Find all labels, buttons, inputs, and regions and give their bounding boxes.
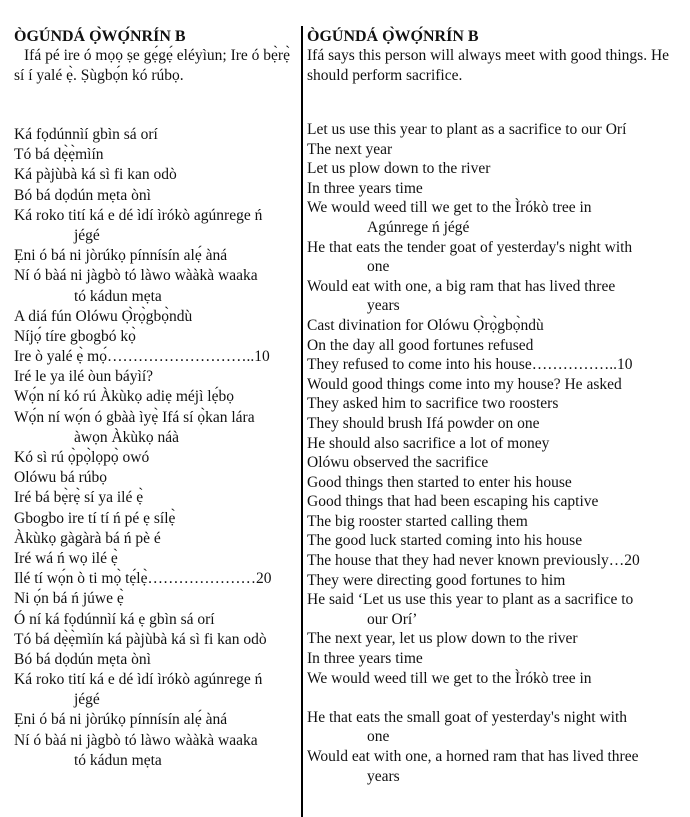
- verse-line: Ẹni ó bá ni jòrúkọ pínnísín alẹ́ àná: [14, 247, 228, 265]
- verse-line: They should brush Ifá powder on one: [307, 414, 540, 432]
- verse-line: Ó ní ká fọdúnnìí ká ẹ gbìn sá orí: [14, 610, 215, 628]
- yoruba-intro: Ifá pé ire ó mọọ ṣe gẹ́gẹ́ eléyìun; Ire ó bẹ̀rẹ̀ sí í yalé ẹ̀. Ṣùgbọ́n kó rúbọ.: [14, 47, 290, 84]
- verse-line: Would good things come into my house? He asked: [307, 375, 622, 393]
- verse-line: Ni ọ́n bá ń júwe ẹ̀: [14, 590, 124, 608]
- verse-line: The next year, let us plow down to the river: [307, 630, 578, 648]
- verse-line: In three years time: [307, 179, 423, 197]
- english-heading: ÒGÚNDÁ Ọ̀WỌ́NRÍN B: [307, 28, 479, 45]
- verse-line: He said ‘Let us use this year to plant as a sacrifice to: [307, 591, 634, 609]
- verse-line: our Orí’: [367, 610, 418, 628]
- english-verse-lines: [307, 120, 640, 786]
- verse-line: They refused to come into his house……………..10: [307, 356, 633, 374]
- yoruba-heading: ÒGÚNDÁ Ọ̀WỌ́NRÍN B: [14, 28, 186, 45]
- verse-line: Let us use this year to plant as a sacrifice to our Orí: [307, 121, 627, 138]
- yoruba-column: [14, 0, 298, 817]
- verse-line: Kó sì rú ọ̀pọ̀lọpọ̀ owó: [14, 449, 150, 466]
- verse-line: Let us plow down to the river: [307, 160, 491, 178]
- verse-line: Olówu observed the sacrifice: [307, 454, 489, 472]
- verse-line: Iré le ya ilé òun báyìí?: [14, 368, 154, 386]
- verse-line: Àkùkọ gàgàrà bá ń pè é: [14, 529, 161, 547]
- verse-line: Iré bá bẹ̀rẹ̀ sí ya ilé ẹ̀: [14, 489, 144, 507]
- verse-line: years: [367, 297, 400, 315]
- verse-line: We would weed till we get to the Ìrókò tree in: [307, 199, 592, 217]
- verse-line: àwọn Àkùkọ náà: [74, 428, 180, 446]
- verse-line: Ire ò yalé ẹ̀ mọ́………………………..10: [14, 348, 270, 366]
- verse-line: They asked him to sacrifice two roosters: [307, 395, 559, 413]
- verse-line: Ká pàjùbà ká sì fi kan odò: [14, 166, 177, 184]
- verse-line: The house that they had never known previously…20: [307, 552, 640, 570]
- english-intro: Ifá says this person will always meet with good things. He should perform sacrifice.: [307, 47, 670, 84]
- verse-line: Gbogbo ire tí tí ń pé ẹ sílẹ̀: [14, 509, 176, 527]
- verse-line: He that eats the small goat of yesterday's night with: [307, 708, 628, 726]
- verse-line: He that eats the tender goat of yesterday's night with: [307, 238, 633, 256]
- verse-line: Agúnrege ń jégé: [367, 218, 470, 236]
- verse-line: The big rooster started calling them: [307, 512, 528, 530]
- verse-line: Ká roko tití ká e dé ìdí ìrókò agúnrege ń: [14, 671, 263, 689]
- column-divider: [301, 26, 303, 817]
- verse-line: On the day all good fortunes refused: [307, 336, 534, 354]
- verse-line: tó kádun mẹta: [74, 751, 162, 769]
- verse-line: Iré wá ń wọ ilé ẹ̀: [14, 549, 118, 567]
- verse-line: The next year: [307, 140, 393, 158]
- verse-line: [307, 688, 640, 708]
- verse-line: Wọ́n ní wọ́n ó gbàà ìyẹ̀ Ifá sí ọ̀kan lára: [14, 408, 255, 426]
- verse-line: jégé: [74, 691, 100, 709]
- verse-line: Tó bá dẹ̀ẹ̀mìín ká pàjùbà ká sì fi kan odò: [14, 630, 267, 648]
- verse-line: jégé: [74, 226, 100, 244]
- verse-line: Ní ó bàá ni jàgbò tó làwo wààkà waaka: [14, 267, 258, 285]
- verse-line: Ẹni ó bá ni jòrúkọ pínnísín alẹ́ àná: [14, 711, 228, 729]
- verse-line: Cast divination for Olówu Ọ̀rọ̀gbọ̀ndù: [307, 316, 544, 334]
- verse-line: Olówu bá rúbọ: [14, 469, 107, 487]
- verse-line: years: [367, 767, 400, 785]
- verse-line: In three years time: [307, 650, 423, 668]
- verse-line: Would eat with one, a big ram that has lived three: [307, 277, 616, 295]
- verse-line: Tó bá dẹ̀ẹ̀mìín: [14, 146, 104, 164]
- verse-line: tó kádun mẹta: [74, 287, 162, 305]
- verse-line: Ká roko tití ká e dé ìdí ìrókò agúnrege ń: [14, 206, 263, 224]
- verse-line: The good luck started coming into his house: [307, 532, 583, 550]
- verse-line: one: [367, 728, 390, 746]
- verse-line: We would weed till we get to the Ìrókò tree in: [307, 669, 592, 687]
- verse-line: They were directing good fortunes to him: [307, 571, 566, 589]
- verse-line: Good things then started to enter his house: [307, 473, 572, 491]
- verse-line: Ilé tí wọ́n ò ti mọ̀ tẹ́lẹ̀…………………20: [14, 570, 272, 588]
- verse-line: Wọ́n ní kó rú Àkùkọ adiẹ méjì lẹ́bọ: [14, 388, 234, 406]
- english-column: [307, 0, 687, 817]
- verse-line: A diá fún Olówu Ọ̀rọ̀gbọ̀ndù: [14, 307, 193, 325]
- verse-line: Ní ó bàá ni jàgbò tó làwo wààkà waaka: [14, 731, 258, 749]
- verse-line: Níjọ́ tíre gbogbó kọ̀: [14, 327, 136, 345]
- verse-line: Bó bá dọdún mẹta ònì: [14, 650, 151, 668]
- verse-line: Ká fọdúnnìí gbìn sá orí: [14, 126, 158, 143]
- yoruba-verse-lines: [14, 125, 271, 771]
- verse-line: He should also sacrifice a lot of money: [307, 434, 550, 452]
- verse-line: Would eat with one, a horned ram that has lived three: [307, 748, 639, 765]
- verse-line: Bó bá dọdún mẹta ònì: [14, 186, 151, 204]
- verse-line: Good things that had been escaping his captive: [307, 493, 599, 511]
- verse-line: one: [367, 258, 390, 276]
